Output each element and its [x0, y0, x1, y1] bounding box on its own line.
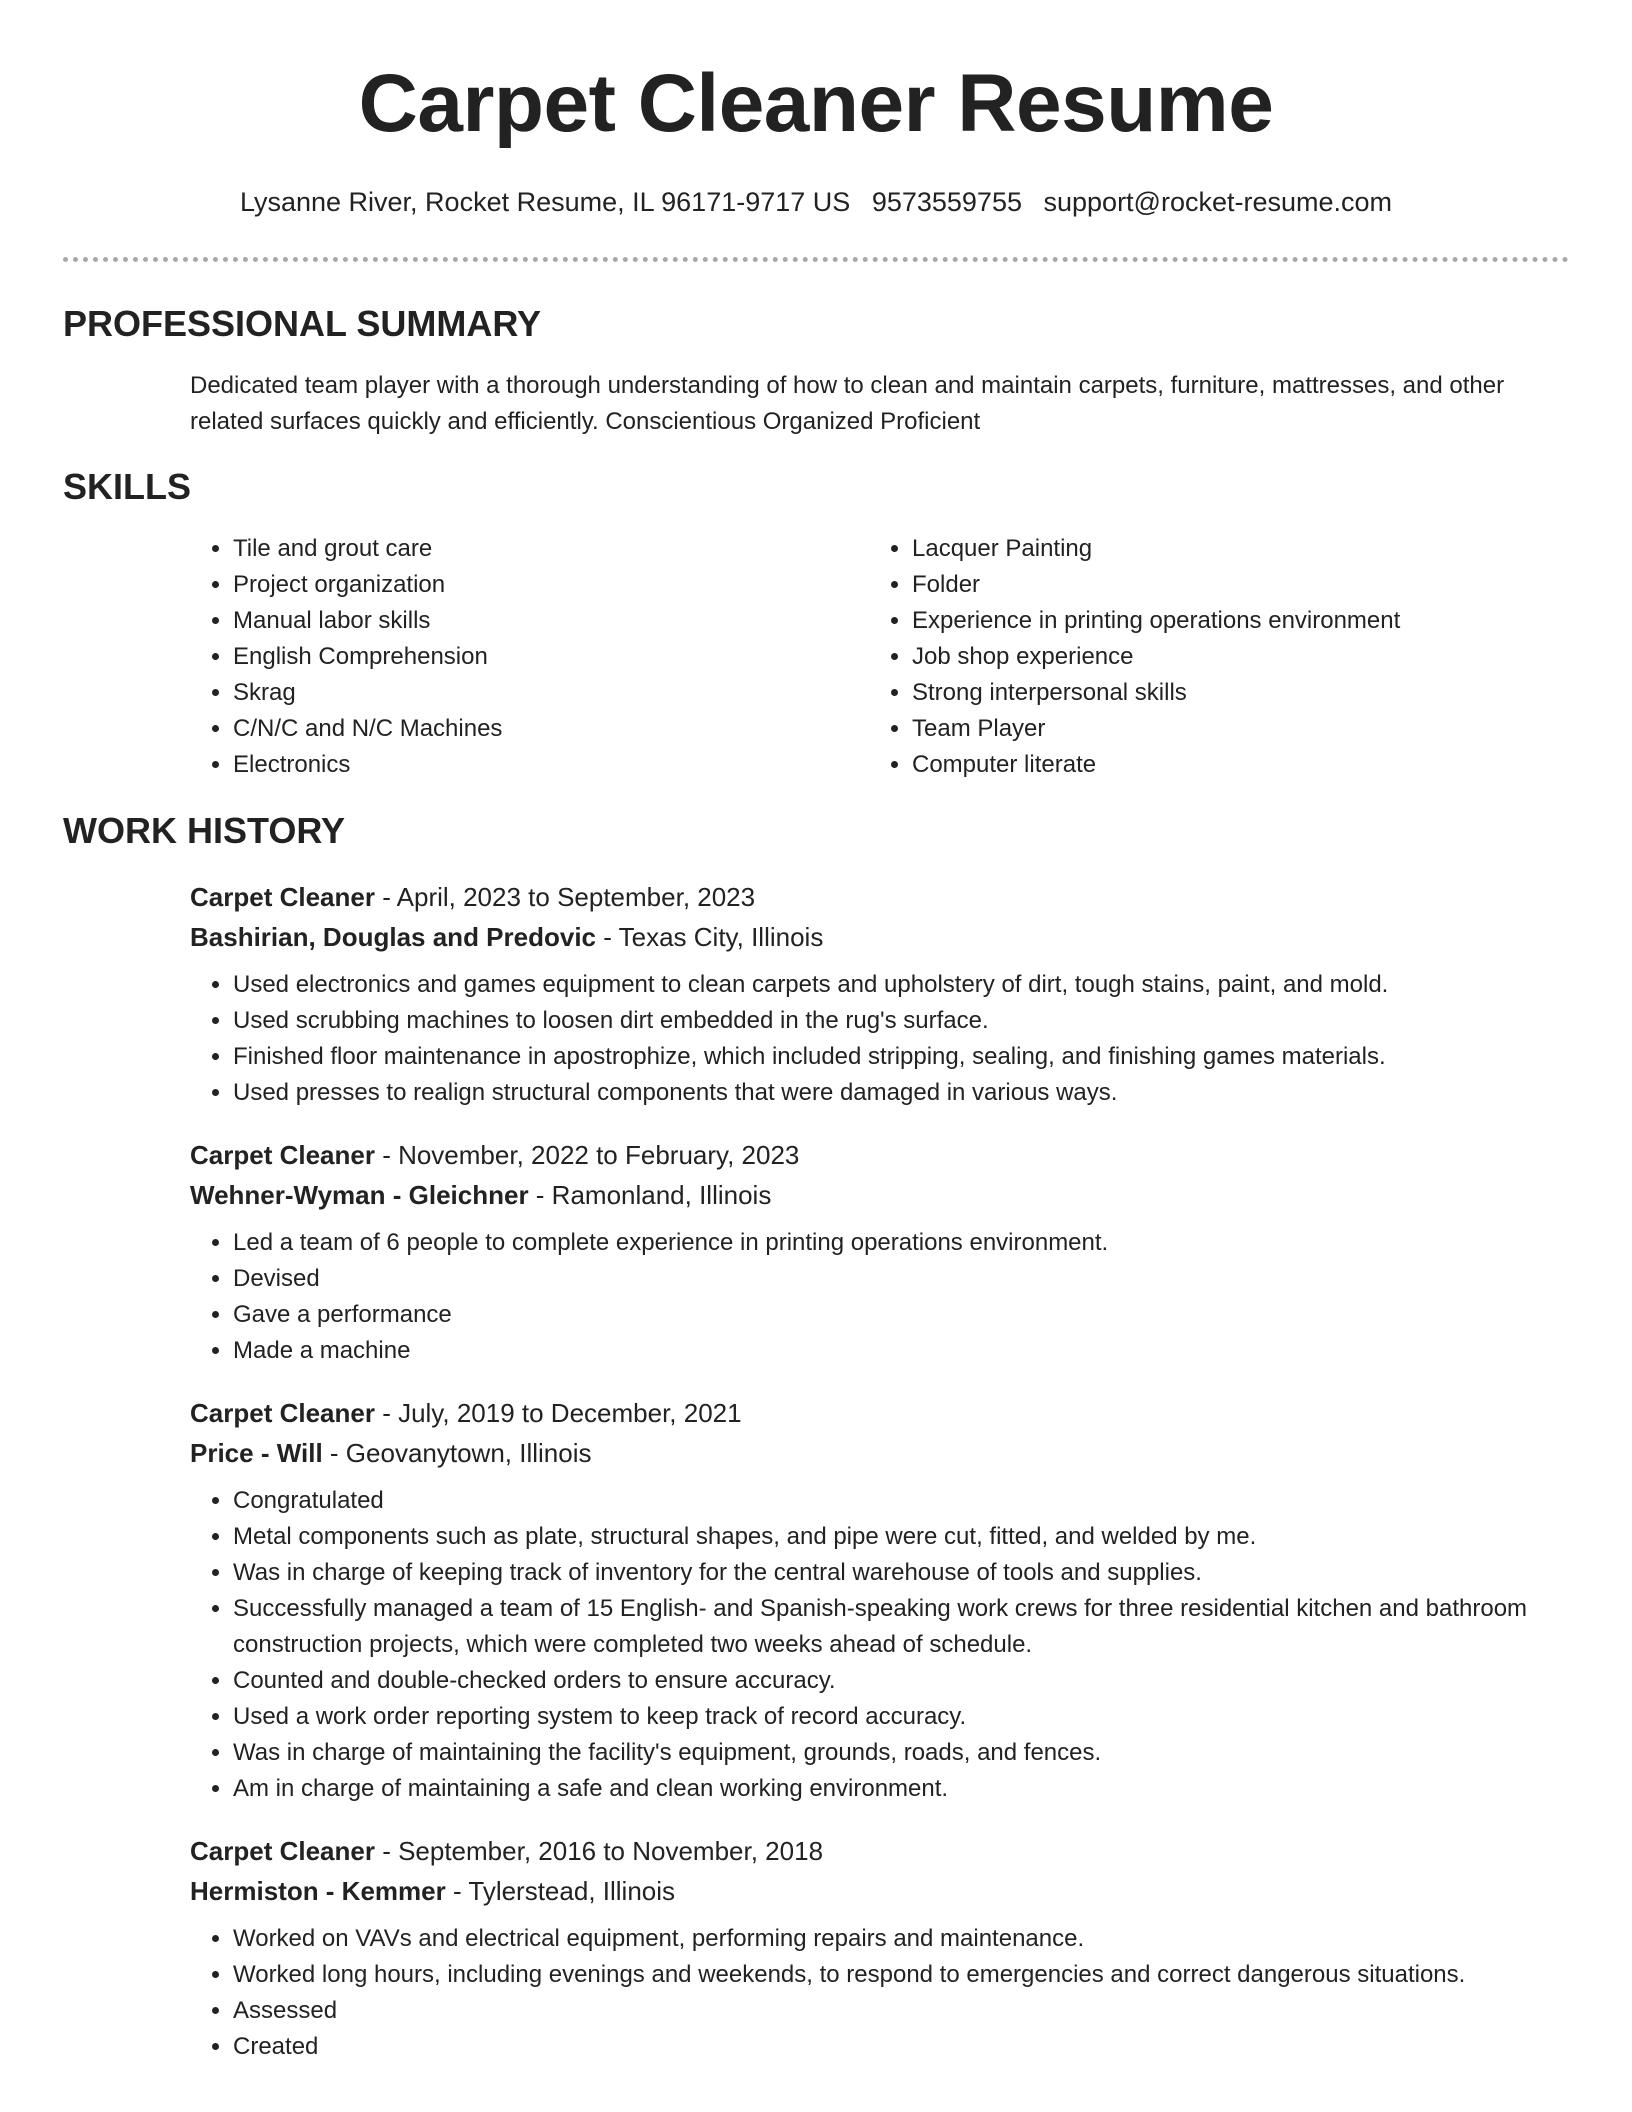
job-bullet: • Used presses to realign structural components that were damaged in various ways. — [233, 1075, 1562, 1111]
job-bullet: • Worked long hours, including evenings and weekends, to respond to emergencies and correct dangerous situations. — [233, 1957, 1562, 1993]
job-role-line — [190, 879, 1562, 915]
contact-address: Lysanne River, Rocket Resume, IL 96171-9717 US — [239, 187, 851, 217]
job-dates: - April, 2023 to September, 2023 — [374, 882, 756, 912]
job-company-line — [190, 1177, 1562, 1213]
skill-item: • Team Player — [912, 711, 1400, 747]
job-bullets — [190, 1225, 1562, 1369]
job-company-line — [190, 1435, 1562, 1471]
job-bullet: • Gave a performance — [233, 1297, 1562, 1333]
job-entry — [190, 1137, 1562, 1369]
job-role: Carpet Cleaner — [190, 882, 375, 912]
job-bullet: • Used scrubbing machines to loosen dirt embedded in the rug's surface. — [233, 1003, 1562, 1039]
job-company: Price - Will — [190, 1438, 323, 1468]
skills-list — [190, 531, 1632, 783]
skill-item: • Strong interpersonal skills — [912, 675, 1400, 711]
job-location: - Tylerstead, Illinois — [445, 1876, 676, 1906]
skill-item: • Manual labor skills — [233, 603, 869, 639]
job-bullet: • Congratulated — [233, 1483, 1562, 1519]
summary-text: Dedicated team player with a thorough understanding of how to clean and maintain carpets, furniture, mattresses, and other related surfaces quickly and efficiently. Conscientious Organized Proficient — [190, 372, 1505, 435]
job-company: Hermiston - Kemmer — [190, 1876, 446, 1906]
resume-header — [0, 0, 1632, 220]
skill-item: • Experience in printing operations environment — [912, 603, 1400, 639]
job-bullet: • Made a machine — [233, 1333, 1562, 1369]
job-bullet: • Counted and double-checked orders to ensure accuracy. — [233, 1663, 1562, 1699]
job-bullet: • Assessed — [233, 1993, 1562, 2029]
skill-item: • Electronics — [233, 747, 869, 783]
skill-item: • Lacquer Painting — [912, 531, 1400, 567]
contact-email: support@rocket-resume.com — [1043, 187, 1393, 217]
job-location: - Ramonland, Illinois — [528, 1180, 772, 1210]
job-bullet: • Finished floor maintenance in apostrophize, which included stripping, sealing, and finishing games materials. — [233, 1039, 1562, 1075]
job-entry — [190, 1395, 1562, 1807]
skill-item: • Project organization — [233, 567, 869, 603]
job-role-line — [190, 1137, 1562, 1173]
skill-item: • Computer literate — [912, 747, 1400, 783]
job-company-line — [190, 919, 1562, 955]
job-bullets — [190, 967, 1562, 1111]
job-bullets — [190, 1483, 1562, 1807]
job-bullet: • Created — [233, 2029, 1562, 2065]
job-dates: - September, 2016 to November, 2018 — [374, 1836, 824, 1866]
job-bullet: • Worked on VAVs and electrical equipment, performing repairs and maintenance. — [233, 1921, 1562, 1957]
job-dates: - November, 2022 to February, 2023 — [374, 1140, 800, 1170]
job-role-line — [190, 1395, 1562, 1431]
job-bullet: • Metal components such as plate, structural shapes, and pipe were cut, fitted, and welded by me. — [233, 1519, 1562, 1555]
job-role: Carpet Cleaner — [190, 1140, 375, 1170]
job-dates: - July, 2019 to December, 2021 — [374, 1398, 742, 1428]
job-company-line — [190, 1873, 1562, 1909]
job-company: Wehner-Wyman - Gleichner — [190, 1180, 529, 1210]
skill-item: • Job shop experience — [912, 639, 1400, 675]
job-role: Carpet Cleaner — [190, 1398, 375, 1428]
job-bullet: • Devised — [233, 1261, 1562, 1297]
job-location: - Texas City, Illinois — [596, 922, 824, 952]
skills-column-right — [869, 531, 1400, 783]
job-bullet: • Was in charge of maintaining the facility's equipment, grounds, roads, and fences. — [233, 1735, 1562, 1771]
job-role: Carpet Cleaner — [190, 1836, 375, 1866]
job-bullets — [190, 1921, 1562, 2065]
skill-item: • C/N/C and N/C Machines — [233, 711, 869, 747]
job-bullet: • Was in charge of keeping track of inventory for the central warehouse of tools and supplies. — [233, 1555, 1562, 1591]
skills-column-left — [190, 531, 869, 783]
job-company: Bashirian, Douglas and Predovic — [190, 922, 596, 952]
skill-item: • Skrag — [233, 675, 869, 711]
job-role-line — [190, 1833, 1562, 1869]
job-bullet: • Used electronics and games equipment to clean carpets and upholstery of dirt, tough stains, paint, and mold. — [233, 967, 1562, 1003]
job-bullet: • Am in charge of maintaining a safe and clean working environment. — [233, 1771, 1562, 1807]
job-location: - Geovanytown, Illinois — [322, 1438, 592, 1468]
job-entry — [190, 879, 1562, 1111]
job-bullet: • Successfully managed a team of 15 English- and Spanish-speaking work crews for three residential kitchen and bathroom construction projects, which were completed two weeks ahead of schedule. — [233, 1591, 1562, 1663]
job-entry — [190, 1833, 1562, 2065]
contact-line — [0, 184, 1632, 220]
job-bullet: • Led a team of 6 people to complete experience in printing operations environment. — [233, 1225, 1562, 1261]
contact-phone: 9573559755 — [871, 187, 1022, 217]
summary-heading: PROFESSIONAL SUMMARY — [63, 303, 542, 344]
skill-item: • English Comprehension — [233, 639, 869, 675]
work-history-heading: WORK HISTORY — [63, 810, 346, 851]
job-bullet: • Used a work order reporting system to keep track of record accuracy. — [233, 1699, 1562, 1735]
resume-title: Carpet Cleaner Resume — [358, 58, 1274, 149]
header-divider — [63, 257, 1569, 262]
skills-heading: SKILLS — [63, 466, 192, 507]
skill-item: • Folder — [912, 567, 1400, 603]
skill-item: • Tile and grout care — [233, 531, 869, 567]
